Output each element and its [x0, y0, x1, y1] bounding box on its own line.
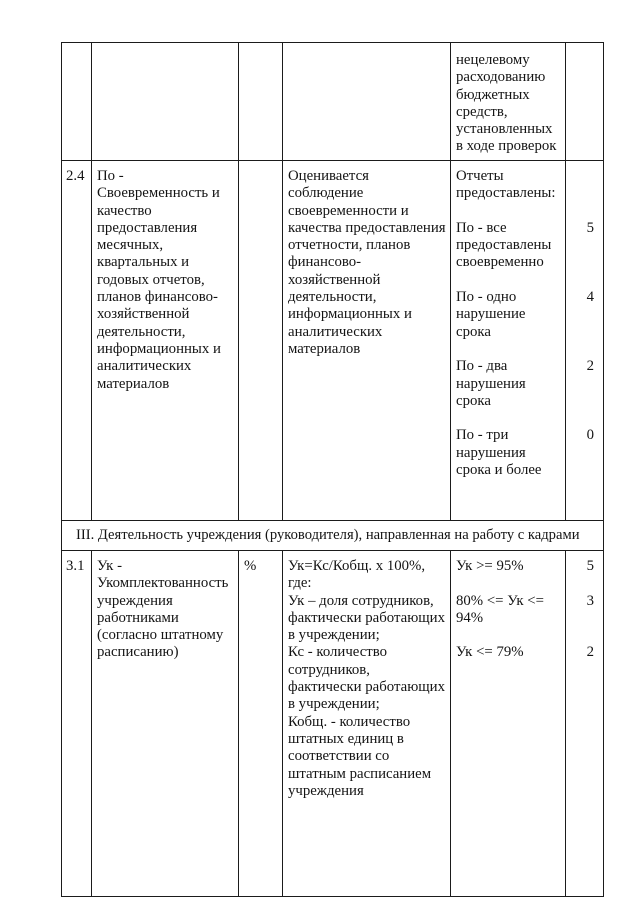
- text-line: средств,: [456, 103, 508, 120]
- text-line: По - два: [456, 358, 508, 375]
- score-group: [568, 427, 594, 479]
- text-line: сотрудников,: [288, 661, 370, 678]
- unit-value: %: [244, 558, 257, 574]
- score-value: 3: [586, 592, 594, 609]
- score-group: [568, 358, 594, 410]
- score-value: 2: [586, 644, 594, 661]
- text-line: предоставлены: [456, 237, 552, 254]
- text-line: бюджетных: [456, 86, 530, 103]
- score-group: [568, 558, 594, 575]
- text-line: штатных единиц в: [288, 730, 404, 747]
- criteria-group: [456, 427, 563, 479]
- score-group: [568, 289, 594, 341]
- text-line: срока и более: [456, 462, 542, 479]
- score-value: 5: [586, 558, 594, 574]
- text-line: в учреждении;: [288, 627, 380, 644]
- text-line: срока: [456, 392, 491, 409]
- score-cell: [566, 43, 604, 161]
- text-line: По - три: [456, 427, 509, 444]
- text-line: Ук -: [97, 558, 122, 574]
- text-line: материалов: [288, 340, 361, 357]
- table-row-3-1: [62, 551, 604, 897]
- table-row-continuation: [62, 43, 604, 161]
- document-table: [61, 42, 604, 897]
- text-line: По - все: [456, 219, 507, 236]
- text-line: (согласно штатному: [97, 627, 224, 644]
- text-line: расписанию): [97, 644, 179, 661]
- row-number-cell: [62, 551, 92, 897]
- text-line: аналитических: [288, 323, 383, 340]
- section-row-3: [62, 521, 604, 551]
- criteria-cell: [451, 551, 566, 897]
- text-line: деятельности,: [97, 323, 186, 340]
- score-group: [568, 168, 594, 203]
- score-cell: [566, 161, 604, 521]
- criteria-group: [456, 593, 563, 628]
- row-number-cell: [62, 161, 92, 521]
- text-line: деятельности,: [288, 289, 377, 306]
- method-cell: [283, 551, 451, 897]
- text-line: отчетности, планов: [288, 237, 411, 254]
- text-line: учреждения: [97, 592, 173, 609]
- text-line: хозяйственной: [97, 306, 190, 323]
- text-line: установленных: [456, 121, 553, 138]
- text-line: Своевременность и: [97, 185, 220, 202]
- criteria-cell: [451, 161, 566, 521]
- text-line: годовых отчетов,: [97, 271, 205, 288]
- text-line: аналитических: [97, 358, 192, 375]
- text-line: соблюдение: [288, 185, 364, 202]
- text-line: материалов: [97, 375, 170, 392]
- criteria-group: [456, 558, 563, 575]
- criteria-cell: [451, 43, 566, 161]
- text-line: По -: [97, 168, 124, 184]
- text-line: фактически работающих: [288, 609, 445, 626]
- text-line: нарушения: [456, 375, 526, 392]
- text-line: Ук – доля сотрудников,: [288, 592, 434, 609]
- text-line: качества предоставления: [288, 219, 446, 236]
- text-line: своевременно: [456, 254, 544, 271]
- text-line: Оценивается: [288, 168, 369, 184]
- indicator-cell: [92, 43, 239, 161]
- text-line: хозяйственной: [288, 271, 381, 288]
- row-number: 3.1: [66, 558, 85, 574]
- row-number: 2.4: [66, 168, 85, 184]
- text-line: информационных и: [97, 340, 221, 357]
- criteria-group: [456, 358, 563, 410]
- score-value: 4: [586, 289, 594, 306]
- method-cell: [283, 161, 451, 521]
- text-line: Ук >= 95%: [456, 558, 524, 574]
- text-line: расходованию: [456, 69, 546, 86]
- text-line: нецелевому: [456, 52, 530, 68]
- method-cell: [283, 43, 451, 161]
- text-line: информационных и: [288, 306, 412, 323]
- indicator-cell: [92, 551, 239, 897]
- score-value: 0: [586, 427, 594, 444]
- score-value: 5: [586, 219, 594, 236]
- criteria-group: [456, 289, 563, 341]
- section-title: III. Деятельность учреждения (руководителя), направленная на работу с кадрами: [62, 521, 604, 551]
- text-line: нарушения: [456, 444, 526, 461]
- unit-cell: [239, 161, 283, 521]
- text-line: качество: [97, 202, 152, 219]
- table-row-2-4: [62, 161, 604, 521]
- text-line: По - одно: [456, 289, 517, 306]
- indicator-cell: [92, 161, 239, 521]
- score-group: [568, 220, 594, 272]
- text-line: где:: [288, 575, 312, 592]
- text-line: в учреждении;: [288, 696, 380, 713]
- score-group: [568, 644, 594, 661]
- text-line: предоставлены:: [456, 185, 556, 202]
- text-line: 94%: [456, 609, 484, 626]
- text-line: Кобщ. - количество: [288, 713, 411, 730]
- text-line: месячных,: [97, 237, 164, 254]
- text-line: работниками: [97, 609, 179, 626]
- text-line: фактически работающих: [288, 679, 445, 696]
- text-line: нарушение: [456, 306, 526, 323]
- unit-cell: [239, 43, 283, 161]
- text-line: соответствии со: [288, 748, 390, 765]
- text-line: квартальных и: [97, 254, 190, 271]
- criteria-group: [456, 644, 563, 661]
- text-line: Ук=Кс/Кобщ. х 100%,: [288, 558, 426, 574]
- text-line: Укомплектованность: [97, 575, 229, 592]
- text-line: финансово-: [288, 254, 362, 271]
- text-line: Ук <= 79%: [456, 644, 524, 661]
- score-group: [568, 593, 594, 628]
- text-line: срока: [456, 323, 491, 340]
- criteria-group: [456, 168, 563, 203]
- text-line: учреждения: [288, 782, 364, 799]
- text-line: штатным расписанием: [288, 765, 432, 782]
- criteria-group: [456, 220, 563, 272]
- score-cell: [566, 551, 604, 897]
- score-value: 2: [586, 358, 594, 375]
- unit-cell: [239, 551, 283, 897]
- text-line: Кс - количество: [288, 644, 388, 661]
- text-line: в ходе проверок: [456, 138, 557, 155]
- text-line: предоставления: [97, 219, 198, 236]
- text-line: планов финансово-: [97, 289, 218, 306]
- text-line: 80% <= Ук <=: [456, 592, 544, 609]
- text-line: своевременности и: [288, 202, 409, 219]
- row-number-cell: [62, 43, 92, 161]
- text-line: Отчеты: [456, 168, 504, 184]
